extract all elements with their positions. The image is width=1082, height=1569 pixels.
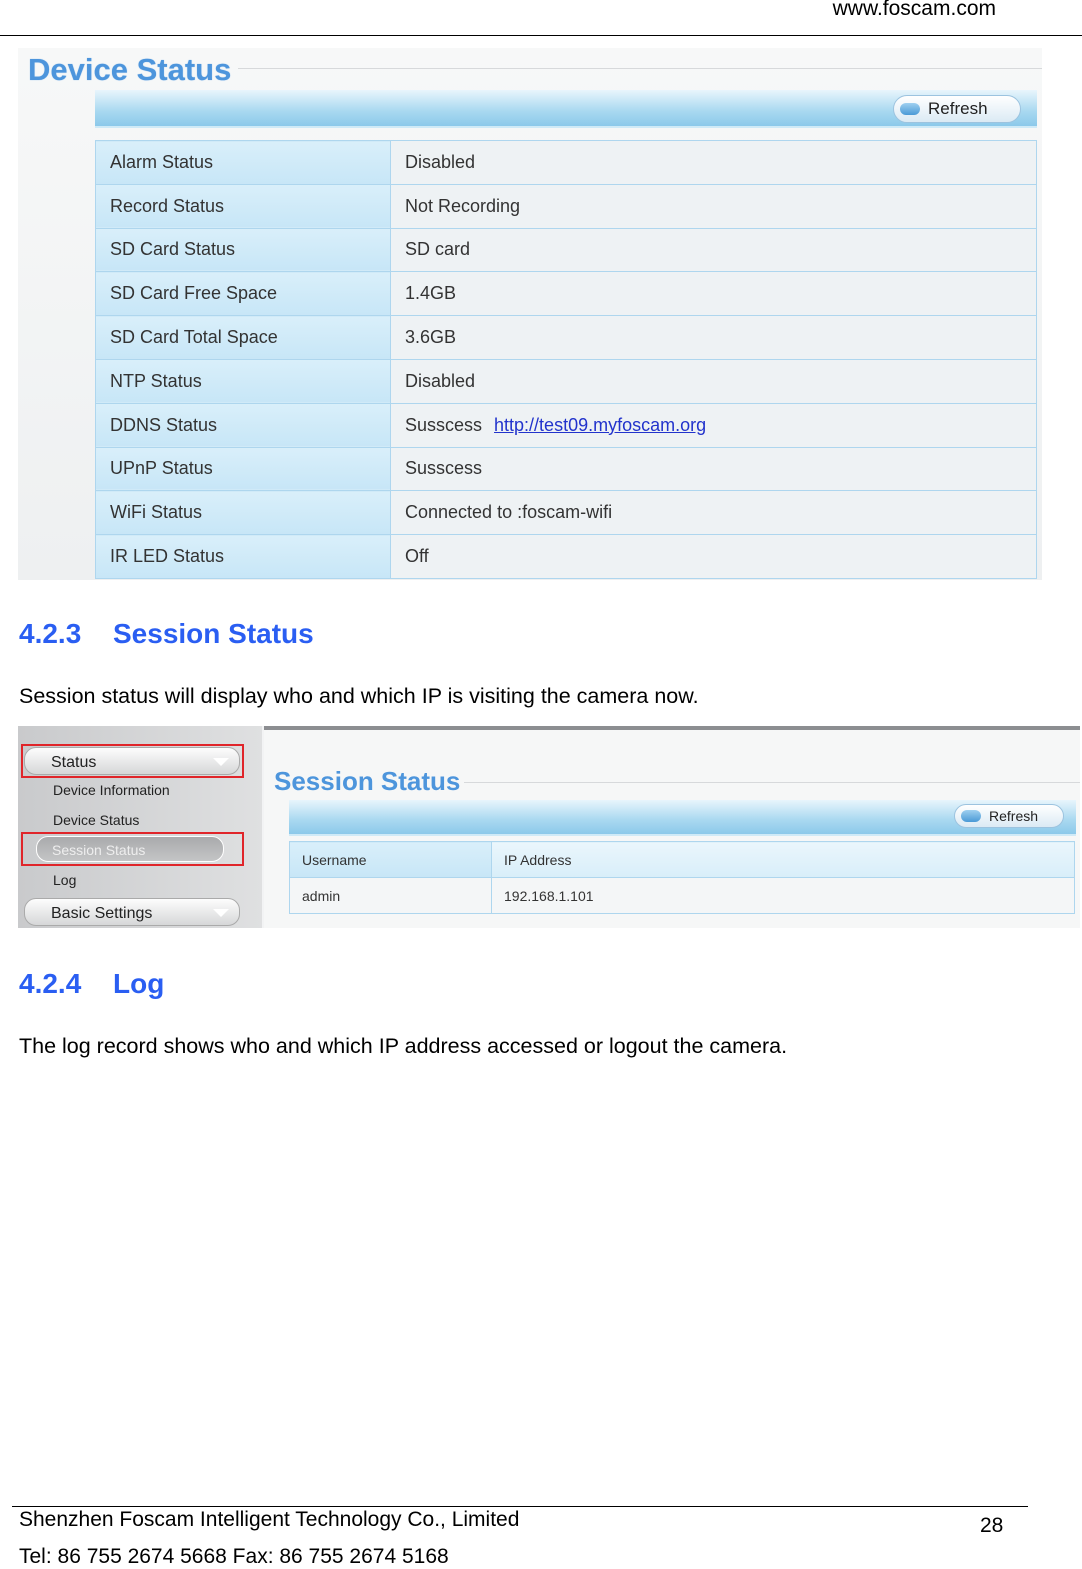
table-row	[96, 272, 1037, 316]
table-row	[96, 316, 1037, 360]
refresh-button[interactable]	[893, 95, 1021, 123]
section-heading-session-status	[19, 618, 314, 650]
status-label: DDNS Status	[96, 403, 391, 447]
section-text: Session status will display who and which IP is visiting the camera now.	[19, 684, 699, 708]
column-header: IP Address	[492, 842, 1075, 878]
status-label: WiFi Status	[96, 491, 391, 535]
title-rule	[238, 68, 1042, 69]
status-value-text: Off	[405, 546, 429, 567]
table-row	[96, 403, 1037, 447]
session-main-panel	[264, 726, 1080, 928]
footer-divider	[12, 1506, 1028, 1507]
status-label: IR LED Status	[96, 535, 391, 579]
menu-label: Basic Settings	[51, 905, 153, 922]
refresh-icon	[961, 810, 981, 822]
title-rule	[464, 782, 1080, 783]
refresh-label: Refresh	[928, 99, 988, 118]
table-row	[96, 535, 1037, 579]
page-number: 28	[980, 1514, 1004, 1537]
ddns-link[interactable]: http://test09.myfoscam.org	[494, 414, 707, 435]
status-value-text: Connected to :foscam-wifi	[405, 502, 613, 523]
device-status-table	[95, 140, 1037, 579]
sidebar-item-device-status[interactable]: Device Status	[53, 812, 140, 828]
section-number: 4.2.3	[19, 618, 82, 649]
section-number: 4.2.4	[19, 968, 82, 999]
highlight-box	[21, 832, 244, 866]
status-value	[391, 228, 1037, 272]
table-row	[96, 141, 1037, 185]
status-value	[391, 359, 1037, 403]
table-row	[290, 878, 1075, 914]
section-text: The log record shows who and which IP address accessed or logout the camera.	[19, 1034, 788, 1058]
device-status-screenshot	[18, 48, 1042, 580]
refresh-button[interactable]	[954, 804, 1064, 828]
toolbar	[95, 90, 1037, 128]
sidebar-item-session-status[interactable]: Session Status	[36, 836, 224, 862]
section-heading-log	[19, 968, 164, 1000]
status-value-text: Not Recording	[405, 195, 521, 216]
session-status-screenshot	[18, 726, 1080, 928]
session-status-title: Session Status	[274, 766, 461, 796]
table-row	[96, 228, 1037, 272]
chevron-down-icon	[213, 909, 229, 917]
status-label: Alarm Status	[96, 141, 391, 185]
status-value	[391, 141, 1037, 185]
status-value-text: Disabled	[405, 151, 476, 172]
status-value	[391, 535, 1037, 579]
status-label: NTP Status	[96, 359, 391, 403]
table-row	[96, 359, 1037, 403]
status-value	[391, 447, 1037, 491]
sidebar-item-log[interactable]: Log	[53, 872, 77, 888]
menu-basic-settings[interactable]	[24, 898, 240, 926]
section-title: Log	[113, 968, 165, 999]
status-value-text: 3.6GB	[405, 327, 457, 348]
sidebar-item-device-information[interactable]: Device Information	[53, 782, 170, 798]
status-value-text: Disabled	[405, 370, 476, 391]
section-title: Session Status	[113, 618, 314, 649]
status-label: SD Card Total Space	[96, 316, 391, 360]
status-value	[391, 272, 1037, 316]
highlight-box	[21, 744, 244, 778]
status-value	[391, 316, 1037, 360]
table-row	[96, 447, 1037, 491]
username-cell: admin	[290, 878, 492, 914]
status-label: UPnP Status	[96, 447, 391, 491]
menu-label: Status	[51, 754, 97, 771]
status-value-text: Susscess	[405, 414, 483, 435]
toolbar	[289, 800, 1076, 836]
session-table	[289, 841, 1075, 914]
status-value	[391, 184, 1037, 228]
status-label: SD Card Free Space	[96, 272, 391, 316]
status-value-text: SD card	[405, 239, 471, 260]
header-divider	[0, 35, 1082, 36]
status-label: Record Status	[96, 184, 391, 228]
status-value	[391, 491, 1037, 535]
table-row	[96, 184, 1037, 228]
refresh-icon	[900, 103, 920, 115]
refresh-label: Refresh	[989, 808, 1039, 824]
device-status-title: Device Status	[28, 52, 232, 87]
table-row	[96, 491, 1037, 535]
footer-company: Shenzhen Foscam Intelligent Technology Co., Limited	[19, 1508, 520, 1531]
site-url: www.foscam.com	[832, 0, 996, 20]
table-header-row	[290, 842, 1075, 878]
footer-contact: Tel: 86 755 2674 5668 Fax: 86 755 2674 5168	[19, 1545, 449, 1568]
column-header: Username	[290, 842, 492, 878]
sidebar	[18, 726, 262, 928]
status-value-text: Susscess	[405, 458, 483, 479]
status-label: SD Card Status	[96, 228, 391, 272]
ip-cell: 192.168.1.101	[492, 878, 1075, 914]
status-value-text: 1.4GB	[405, 283, 457, 304]
status-value	[391, 403, 1037, 447]
